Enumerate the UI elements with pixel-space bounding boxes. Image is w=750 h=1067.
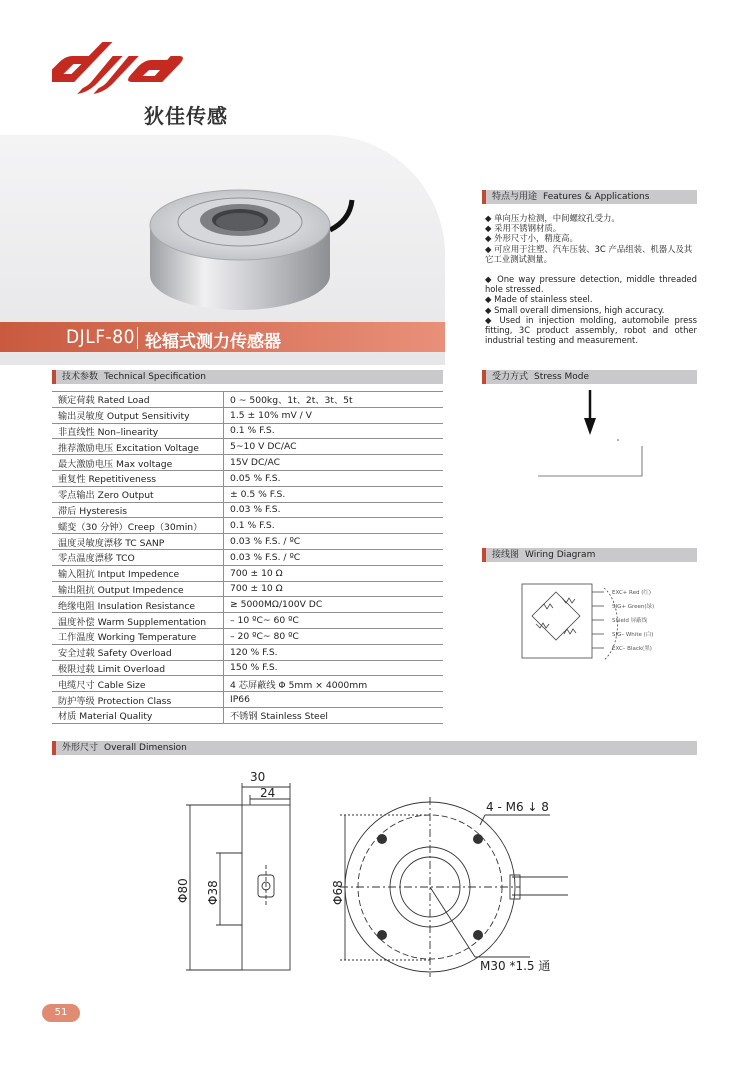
spec-value: 0.03 % F.S. / ºC: [224, 549, 444, 565]
spec-value: 120 % F.S.: [224, 644, 444, 660]
spec-key: 零点温度漂移 TCO: [52, 549, 224, 565]
spec-value: ≥ 5000MΩ/100V DC: [224, 597, 444, 613]
spec-value: 1.5 ± 10% mV / V: [224, 407, 444, 423]
feature-cn-item: ◆ 可应用于注塑、汽车压装、3C 产品组装、机器人及其它工业测试测量。: [485, 243, 693, 264]
wire-label-exc-plus: EXC+ Red (红): [612, 590, 652, 596]
product-name: 轮辐式测力传感器: [145, 332, 281, 352]
spec-value: 4 芯屏蔽线 Φ 5mm × 4000mm: [224, 676, 444, 692]
wire-label-shield: Shield 屏蔽线: [612, 618, 648, 624]
dim-30: 30: [250, 770, 266, 784]
feature-en-item: ◆ Made of stainless steel.: [485, 294, 593, 305]
spec-value: 0.1 % F.S.: [224, 423, 444, 439]
spec-key: 温度补偿 Warm Supplementation: [52, 613, 224, 629]
spec-key: 非直线性 Non–linearity: [52, 423, 224, 439]
dim-38: Φ38: [206, 880, 220, 905]
spec-row: [52, 644, 443, 660]
spec-key: 蠕变（30 分钟）Creep（30min）: [52, 518, 224, 534]
spec-value: IP66: [224, 692, 444, 708]
dim-68: Φ68: [331, 880, 345, 905]
stress-mode-header: 受力方式 Stress Mode: [482, 370, 697, 384]
spec-key: 输出阻抗 Output Impedence: [52, 581, 224, 597]
title-divider: [137, 327, 138, 349]
wire-label-sig-plus: SIG+ Green(绿): [612, 604, 655, 610]
spec-key: 零点输出 Zero Output: [52, 486, 224, 502]
dimension-drawing: [160, 765, 580, 980]
spec-key: 额定荷载 Rated Load: [52, 392, 224, 408]
feature-en-item: ◆ One way pressure detection, middle threaded hole stressed.: [485, 274, 697, 295]
spec-row: [52, 549, 443, 565]
spec-value: – 20 ºC~ 80 ºC: [224, 628, 444, 644]
wiring-header: 接线图 Wiring Diagram: [482, 548, 697, 562]
spec-header: 技术参数 Technical Specification: [52, 370, 443, 384]
spec-row: [52, 707, 443, 723]
dim-24: 24: [260, 786, 276, 800]
spec-row: [52, 502, 443, 518]
features-header: 特点与用途 Features & Applications: [482, 190, 697, 204]
spec-key: 输入阻抗 Intput Impedence: [52, 565, 224, 581]
spec-row: [52, 486, 443, 502]
wiring-diagram: [520, 578, 700, 668]
dim-thread: M30 *1.5 通: [480, 959, 551, 973]
feature-cn-item: ◆ 外形尺寸小，精度高。: [485, 233, 578, 244]
spec-row: [52, 628, 443, 644]
spec-value: 0.03 % F.S.: [224, 502, 444, 518]
feature-cn-item: ◆ 采用不锈钢材质。: [485, 223, 562, 234]
spec-row: [52, 660, 443, 676]
feature-en-item: ◆ Used in injection molding, automobile press fitting, 3C product assembly, robot and other industrial testing and measurement.: [485, 314, 697, 346]
stress-mode-diagram: [530, 388, 660, 478]
spec-key: 温度灵敏度漂移 TC SANP: [52, 534, 224, 550]
product-model: DJLF-80: [66, 326, 135, 348]
spec-key: 最大激励电压 Max voltage: [52, 455, 224, 471]
spec-value: 0.05 % F.S.: [224, 470, 444, 486]
spec-row: [52, 439, 443, 455]
spec-row: [52, 581, 443, 597]
wire-label-sig-minus: SIG– White (白): [612, 632, 654, 638]
spec-row: [52, 565, 443, 581]
spec-row: [52, 407, 443, 423]
product-photo: [130, 170, 360, 310]
dim-80: Φ80: [176, 878, 190, 903]
spec-row: [52, 392, 443, 408]
spec-row: [52, 423, 443, 439]
spec-value: 15V DC/AC: [224, 455, 444, 471]
dimension-header: 外形尺寸 Overall Dimension: [52, 741, 697, 755]
feature-en-item: ◆ Small overall dimensions, high accuracy.: [485, 304, 665, 315]
spec-key: 推荐激励电压 Excitation Voltage: [52, 439, 224, 455]
spec-value: 0.03 % F.S. / ºC: [224, 534, 444, 550]
spec-key: 重复性 Repetitiveness: [52, 470, 224, 486]
spec-key: 输出灵敏度 Output Sensitivity: [52, 407, 224, 423]
spec-table: [52, 391, 443, 724]
spec-key: 绝缘电阻 Insulation Resistance: [52, 597, 224, 613]
spec-key: 材质 Material Quality: [52, 707, 224, 723]
spec-key: 电缆尺寸 Cable Size: [52, 676, 224, 692]
wire-label-exc-minus: EXC– Black(黑): [612, 646, 652, 652]
spec-value: 0 ~ 500kg、1t、2t、3t、5t: [224, 392, 444, 408]
spec-value: 700 ± 10 Ω: [224, 565, 444, 581]
spec-row: [52, 597, 443, 613]
spec-row: [52, 534, 443, 550]
spec-row: [52, 676, 443, 692]
brand-cn-name: 狄佳传感: [144, 104, 228, 128]
spec-value: 5~10 V DC/AC: [224, 439, 444, 455]
feature-cn-item: ◆ 单向压力检测，中间螺纹孔受力。: [485, 213, 620, 223]
spec-key: 安全过载 Safety Overload: [52, 644, 224, 660]
spec-value: 700 ± 10 Ω: [224, 581, 444, 597]
spec-row: [52, 518, 443, 534]
spec-row: [52, 455, 443, 471]
spec-row: [52, 470, 443, 486]
brand-logo: [52, 38, 242, 128]
spec-key: 极限过载 Limit Overload: [52, 660, 224, 676]
features-list: [485, 213, 697, 345]
spec-value: 150 % F.S.: [224, 660, 444, 676]
page-number: 51: [42, 1004, 80, 1022]
spec-value: ± 0.5 % F.S.: [224, 486, 444, 502]
spec-key: 防护等级 Protection Class: [52, 692, 224, 708]
spec-value: 0.1 % F.S.: [224, 518, 444, 534]
spec-value: – 10 ºC~ 60 ºC: [224, 613, 444, 629]
spec-key: 工作温度 Working Temperature: [52, 628, 224, 644]
spec-key: 滞后 Hysteresis: [52, 502, 224, 518]
dim-holes: 4 - M6 ↓ 8: [486, 800, 549, 814]
spec-row: [52, 613, 443, 629]
spec-value: 不锈钢 Stainless Steel: [224, 707, 444, 723]
spec-row: [52, 692, 443, 708]
